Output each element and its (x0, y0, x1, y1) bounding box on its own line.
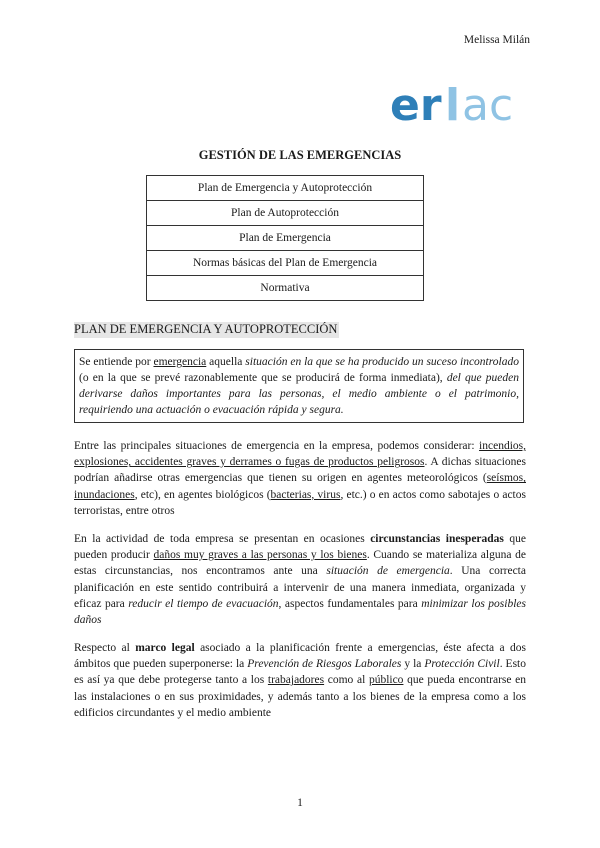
bold-run: circunstancias inesperadas (370, 533, 504, 545)
paragraph-circumstances (74, 531, 526, 628)
underlined-run: seísmos, inundaciones (74, 472, 526, 501)
definition-text: aquella (206, 356, 246, 368)
bold-run: marco legal (135, 642, 195, 654)
text-run: asociado a la planificación frente a emergencias, éste afecta a dos ámbitos que pueden superponerse: la (74, 642, 527, 671)
page-number: 1 (297, 797, 303, 809)
toc-item: Plan de Autoprotección (147, 201, 424, 226)
toc-row (147, 251, 424, 276)
underlined-run: incendios, explosiones, accidentes graves y derrames o fugas de productos peligrosos (74, 440, 526, 469)
text-run: , etc.) o en actos como sabotajes o actos terroristas, entre otros (74, 488, 526, 517)
italic-run: minimizar los posibles daños (74, 597, 526, 627)
toc-row (147, 276, 424, 301)
text-run: En la actividad de toda empresa se presentan en ocasiones (74, 533, 371, 545)
definition-text: Se entiende por (79, 356, 154, 368)
toc-item: Plan de Emergencia y Autoprotección (147, 176, 424, 201)
toc-table (146, 175, 424, 301)
logo-text-er: er (390, 82, 442, 128)
toc-row (147, 176, 424, 201)
definition-box (74, 349, 524, 423)
text-run: Respecto al (74, 642, 136, 654)
italic-run: reducir el tiempo de evacuación (128, 597, 279, 610)
definition-emphasis: del que pueden derivarse daños importantes para las personas, el medio ambiente o el patrimonio, requiriendo una actuación o evacuación rápida y segura. (79, 372, 519, 416)
toc-item: Normativa (147, 276, 424, 301)
logo-text-ac: ac (462, 82, 514, 128)
erlac-logo (390, 82, 520, 128)
underlined-run: público (368, 674, 404, 687)
text-run: Entre las principales situaciones de emergencia en la empresa, podemos considerar: (74, 440, 480, 452)
toc-item: Plan de Emergencia (147, 226, 424, 251)
paragraph-situations (74, 438, 526, 519)
text-run: . Una correcta planificación en este sentido contribuirá a intervenir de una manera inmediata, organizada y eficaz para (74, 565, 526, 610)
document-title: GESTIÓN DE LAS EMERGENCIAS (198, 148, 402, 162)
text-run: y la (401, 658, 425, 671)
toc-row (147, 226, 424, 251)
text-run: . Cuando se materializa alguna de estas circunstancias, nos encontramos ante una (74, 549, 526, 578)
italic-run: Protección Civil (424, 658, 500, 671)
text-run: . Esto es así ya que debe protegerse tanto a los (74, 658, 526, 687)
toc-item: Normas básicas del Plan de Emergencia (147, 251, 424, 276)
toc-row (147, 201, 424, 226)
text-run: . A dichas situaciones podrían añadirse otras emergencias que tienen su origen en agentes meteorológicos ( (74, 456, 526, 485)
paragraph-legal-framework (74, 640, 526, 721)
author-name: Melissa Milán (463, 34, 530, 46)
section-title: PLAN DE EMERGENCIA Y AUTOPROTECCIÓN (74, 322, 338, 336)
definition-text: (o en la que se prevé razonablemente que se producirá de forma inmediata), (79, 372, 447, 384)
definition-term: emergencia (153, 356, 207, 368)
text-run: que pueda encontrarse en las instalaciones o en sus proximidades, y además tanto a los bienes de la empresa como a los edificios circundantes y el medio ambiente (74, 674, 526, 719)
italic-run: situación de emergencia (326, 565, 450, 578)
definition-emphasis: situación en la que se ha producido un suceso incontrolado (245, 356, 519, 368)
text-run: que pueden producir (74, 533, 526, 562)
logo-text-l: l (445, 82, 461, 128)
underlined-run: bacterias, virus (270, 488, 341, 501)
text-run: , aspectos fundamentales para (278, 597, 422, 610)
text-run: como al (324, 674, 369, 687)
underlined-run: trabajadores (267, 674, 325, 687)
underlined-run: daños muy graves a las personas y los bienes (153, 549, 367, 562)
italic-run: Prevención de Riesgos Laborales (247, 658, 402, 671)
text-run: , etc), en agentes biológicos ( (134, 488, 271, 501)
